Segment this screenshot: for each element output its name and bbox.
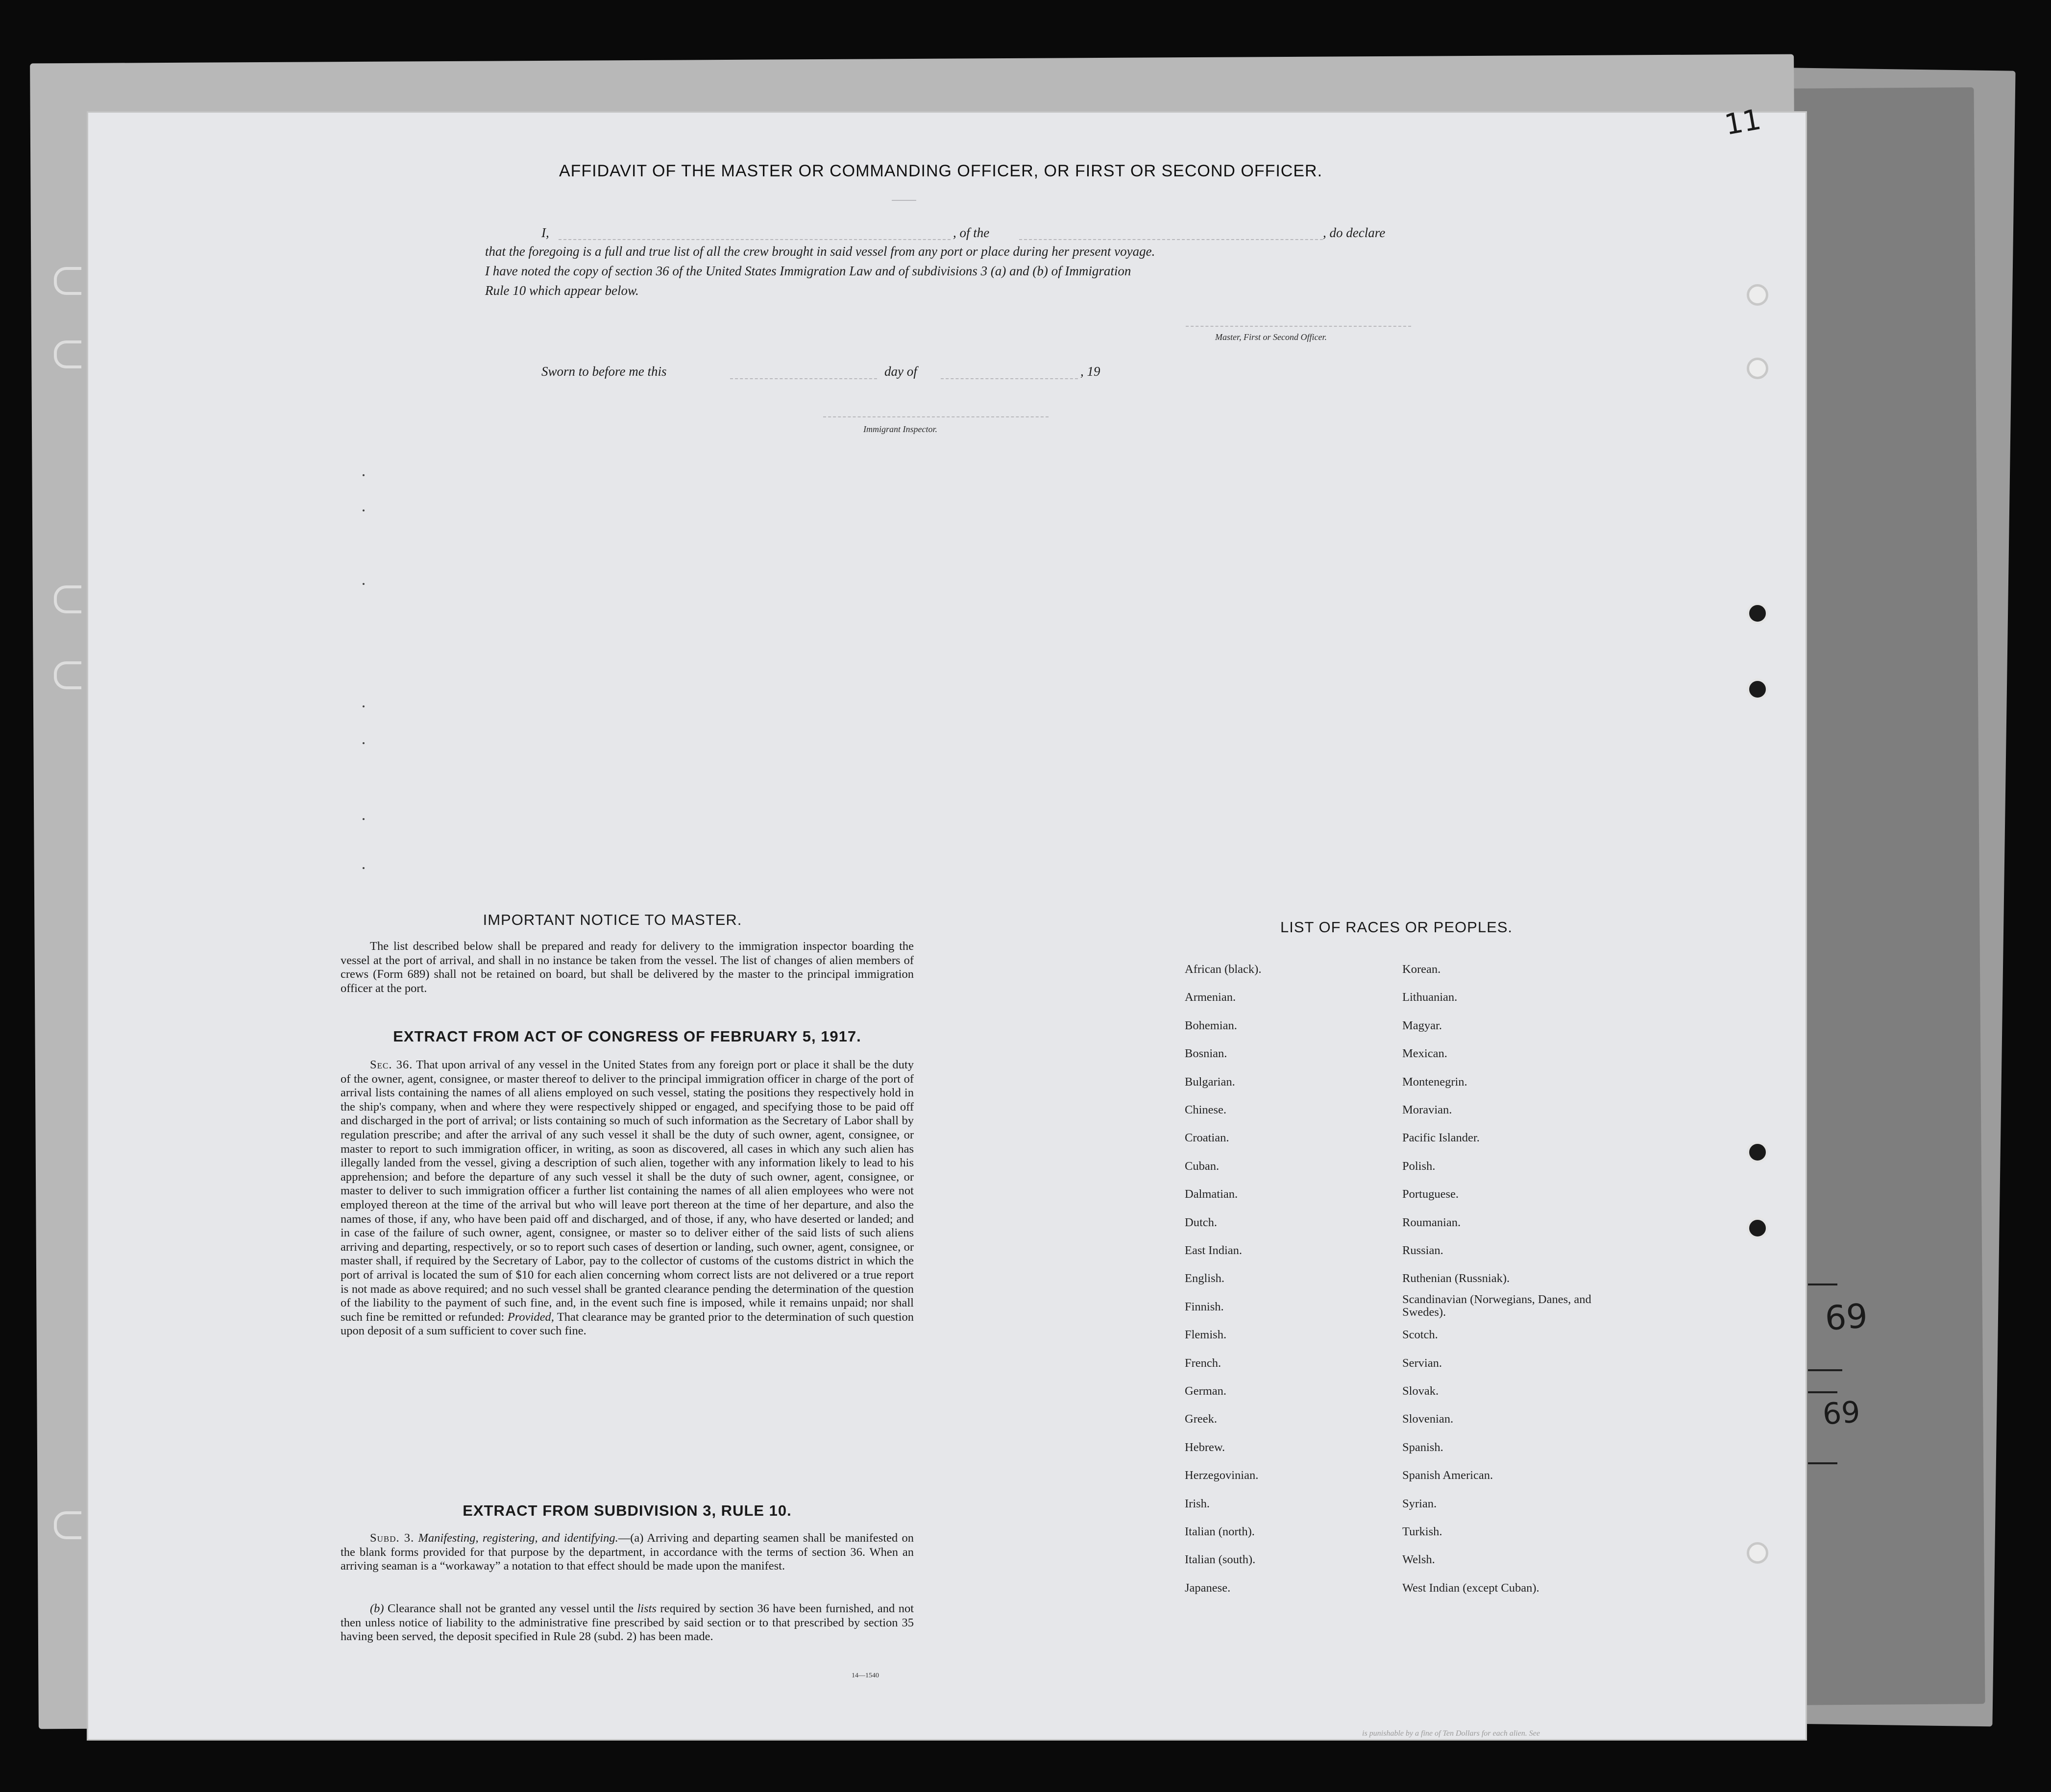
extract-act-text: [341, 1058, 914, 1338]
subd-para-b-1: Clearance shall not be granted any vessel until the: [388, 1602, 634, 1615]
notice-text: The list described below shall be prepared and ready for delivery to the immigration inspector boarding the vessel at the port of arrival, and shall in no instance be taken from the vessel. The list of changes of alien members of crews (Form 689) shall not be retained on board, but shall be delivered by the master to the principal immigration officer at the port.: [341, 940, 914, 995]
race-item: Italian (north).: [1185, 1525, 1255, 1538]
handwritten-number: 69: [1821, 1395, 1861, 1432]
race-item: Scotch.: [1402, 1328, 1438, 1342]
signature-line: [1186, 326, 1411, 327]
title-rule: [892, 200, 916, 201]
signature-caption: Master, First or Second Officer.: [1215, 332, 1327, 342]
sec-36-label: Sec. 36.: [370, 1058, 413, 1071]
lists-word: lists: [637, 1602, 657, 1615]
subd-a-text: [341, 1531, 914, 1574]
affidavit-line-4: Rule 10 which appear below.: [485, 283, 639, 298]
subd-para-b-2: required by section 36 have been furnished, and not then unless notice of liability to the administrative fine prescribed by said section or to that prescribed by section 35 having been served, the deposit specified in Rule 28 (subd. 2) has been made.: [341, 1602, 914, 1644]
subd-label: Subd. 3.: [370, 1531, 415, 1545]
extract-rule-title: EXTRACT FROM SUBDIVISION 3, RULE 10.: [463, 1502, 792, 1519]
punch-hole-icon: [1747, 358, 1768, 379]
race-item: Moravian.: [1402, 1103, 1452, 1116]
affidavit-line-2: that the foregoing is a full and true list of all the crew brought in said vessel from any port or place during her present voyage.: [485, 244, 1155, 259]
year-text: , 19: [1080, 364, 1100, 379]
punch-hole-icon: [1747, 1217, 1768, 1239]
race-item: Flemish.: [1185, 1328, 1227, 1342]
race-item: Bosnian.: [1185, 1047, 1227, 1061]
race-item: Montenegrin.: [1402, 1075, 1467, 1089]
race-item: Herzegovinian.: [1185, 1469, 1259, 1482]
race-item: Ruthenian (Russniak).: [1402, 1272, 1510, 1285]
affidavit-title: AFFIDAVIT OF THE MASTER OR COMMANDING OFFICER, OR FIRST OR SECOND OFFICER.: [559, 162, 1323, 180]
race-item: Japanese.: [1185, 1581, 1231, 1595]
race-item: Pacific Islander.: [1402, 1131, 1480, 1145]
speck: [363, 705, 365, 707]
speck: [363, 742, 365, 744]
race-item: Greek.: [1185, 1412, 1217, 1426]
race-item: Roumanian.: [1402, 1215, 1461, 1229]
race-item: Turkish.: [1402, 1525, 1442, 1538]
punch-hole-icon: [1747, 678, 1768, 700]
speck: [363, 509, 365, 511]
day-of-text: day of: [884, 364, 917, 379]
race-item: Lithuanian.: [1402, 991, 1458, 1004]
ledger-stroke: [1808, 1462, 1837, 1464]
affidavit-line-3: I have noted the copy of section 36 of the United States Immigration Law and of subdivisions 3 (a) and (b) of Immigration: [485, 264, 1131, 278]
handwritten-number: 69: [1824, 1297, 1869, 1338]
subd-heading: Manifesting, registering, and identifying.: [418, 1531, 618, 1545]
sec-36-text-end: That clearance may be granted prior to the determination of such question upon deposit of a sum sufficient to cover such fine.: [341, 1310, 914, 1338]
race-item: Mexican.: [1402, 1047, 1447, 1061]
affidavit-declare: , do declare: [1323, 225, 1386, 240]
race-item: Portuguese.: [1402, 1187, 1459, 1201]
race-item: Welsh.: [1402, 1553, 1435, 1567]
binder-hole-icon: [54, 267, 81, 295]
race-item: Dalmatian.: [1185, 1187, 1238, 1201]
vessel-blank-line: [1019, 239, 1323, 240]
race-item: Polish.: [1402, 1159, 1436, 1173]
race-item: Slovenian.: [1402, 1412, 1454, 1426]
notice-title: IMPORTANT NOTICE TO MASTER.: [483, 911, 742, 928]
binder-hole-icon: [54, 661, 81, 689]
inspector-caption: Immigrant Inspector.: [863, 424, 937, 434]
binder-hole-icon: [54, 340, 81, 368]
speck: [363, 867, 365, 869]
race-item: Slovak.: [1402, 1384, 1439, 1398]
speck: [363, 474, 365, 476]
race-item: Cuban.: [1185, 1159, 1220, 1173]
race-item: German.: [1185, 1384, 1227, 1398]
race-item: Chinese.: [1185, 1103, 1227, 1116]
punch-hole-icon: [1747, 1542, 1768, 1564]
race-item: Bulgarian.: [1185, 1075, 1235, 1089]
race-item: Magyar.: [1402, 1018, 1442, 1032]
races-title: LIST OF RACES OR PEOPLES.: [1280, 919, 1513, 936]
sec-36-text: That upon arrival of any vessel in the United States from any foreign port or place it shall be the duty of the owner, agent, consignee, or master thereof to deliver to the principal immigration officer in charge of the port of arrival lists containing the names of all aliens employed on such vessel, stating the positions they respectively hold in the ship's company, when and where they were respectively shipped or engaged, and specifying those to be paid off and discharged in the port of arrival; or lists containing so much of such information as the Secretary of Labor shall by regulation prescribe; and after the arrival of any such vessel it shall be the duty of such owner, agent, consignee, or master to report to such immigration officer, in writing, as soon as discovered, all cases in which any such alien has illegally landed from the vessel, giving a description of such alien, together with any information likely to lead to his apprehension; and before the departure of any such vessel it shall be the duty of such owner, agent, consignee, or master to deliver to such immigration officer a further list containing the names of all alien employees who were not employed thereon at the time of the arrival but who will leave port thereon at the time of her departure, and also the names of those, if any, who have been paid off and discharged, and of those, if any, who have deserted or landed; and in case of the failure of such owner, agent, consignee, or master so to deliver either of the said lists of such aliens arriving and departing, respectively, or so to report such cases of desertion or landing, such owner, agent, consignee, or master shall, if required by the Secretary of Labor, pay to the collector of customs of the customs district in which the port of arrival is located the sum of $10 for each alien concerning whom correct lists are not delivered or a true report is not made as above required; and no such vessel shall be granted clearance pending the determination of the question of the liability to the payment of such fine, and, in the event such fine is imposed, while it remains unpaid; nor shall such fine be remitted or refunded:: [341, 1058, 914, 1324]
binder-hole-icon: [54, 585, 81, 613]
punch-hole-icon: [1747, 603, 1768, 624]
race-item: African (black).: [1185, 963, 1262, 976]
speck: [363, 583, 365, 585]
provided-word: Provided,: [507, 1310, 554, 1324]
race-item: Spanish American.: [1402, 1469, 1493, 1482]
race-item: Korean.: [1402, 963, 1441, 976]
ledger-stroke: [1808, 1283, 1837, 1285]
punch-hole-icon: [1747, 1141, 1768, 1163]
race-item: Hebrew.: [1185, 1440, 1225, 1454]
ledger-stroke: [1808, 1369, 1842, 1371]
punch-hole-icon: [1747, 284, 1768, 306]
race-item: French.: [1185, 1356, 1221, 1370]
race-item: Italian (south).: [1185, 1553, 1256, 1567]
subd-b-text: [341, 1602, 914, 1644]
subd-b-label: (b): [370, 1602, 384, 1615]
race-item: East Indian.: [1185, 1244, 1243, 1257]
inspector-line: [823, 416, 1049, 417]
affidavit-of-the: , of the: [953, 225, 990, 240]
sworn-text: Sworn to before me this: [541, 364, 667, 379]
race-item: Dutch.: [1185, 1215, 1217, 1229]
race-item: Spanish.: [1402, 1440, 1443, 1454]
underlying-bottom-text: is punishable by a fine of Ten Dollars for each alien. See: [1362, 1729, 1540, 1738]
race-item: Russian.: [1402, 1244, 1443, 1257]
sworn-day-line: [730, 378, 877, 379]
extract-act-title: EXTRACT FROM ACT OF CONGRESS OF FEBRUARY 5, 1917.: [393, 1028, 861, 1045]
race-item: Syrian.: [1402, 1497, 1437, 1510]
subd-para-a: —(a) Arriving and departing seamen shall be manifested on the blank forms provided for that purpose by the department, in accordance with the terms of section 36. When an arriving seaman is a “workaway” a notation to that effect should be made upon the manifest.: [341, 1531, 914, 1573]
race-item: English.: [1185, 1272, 1224, 1285]
race-item: Servian.: [1402, 1356, 1442, 1370]
speck: [363, 818, 365, 820]
form-number: 14—1540: [852, 1672, 879, 1679]
corner-mark: 11: [1722, 102, 1764, 142]
race-item: Bohemian.: [1185, 1018, 1237, 1032]
race-item: Irish.: [1185, 1497, 1210, 1510]
affidavit-i: I,: [541, 225, 549, 240]
binder-hole-icon: [54, 1511, 81, 1539]
name-blank-line: [559, 239, 951, 240]
race-item: Armenian.: [1185, 991, 1236, 1004]
race-item: West Indian (except Cuban).: [1402, 1581, 1539, 1595]
ledger-stroke: [1808, 1391, 1837, 1393]
sworn-month-line: [941, 378, 1078, 379]
race-item: Croatian.: [1185, 1131, 1229, 1145]
race-item: Finnish.: [1185, 1300, 1224, 1313]
race-item: Scandinavian (Norwegians, Danes, and Swedes).: [1402, 1292, 1591, 1319]
